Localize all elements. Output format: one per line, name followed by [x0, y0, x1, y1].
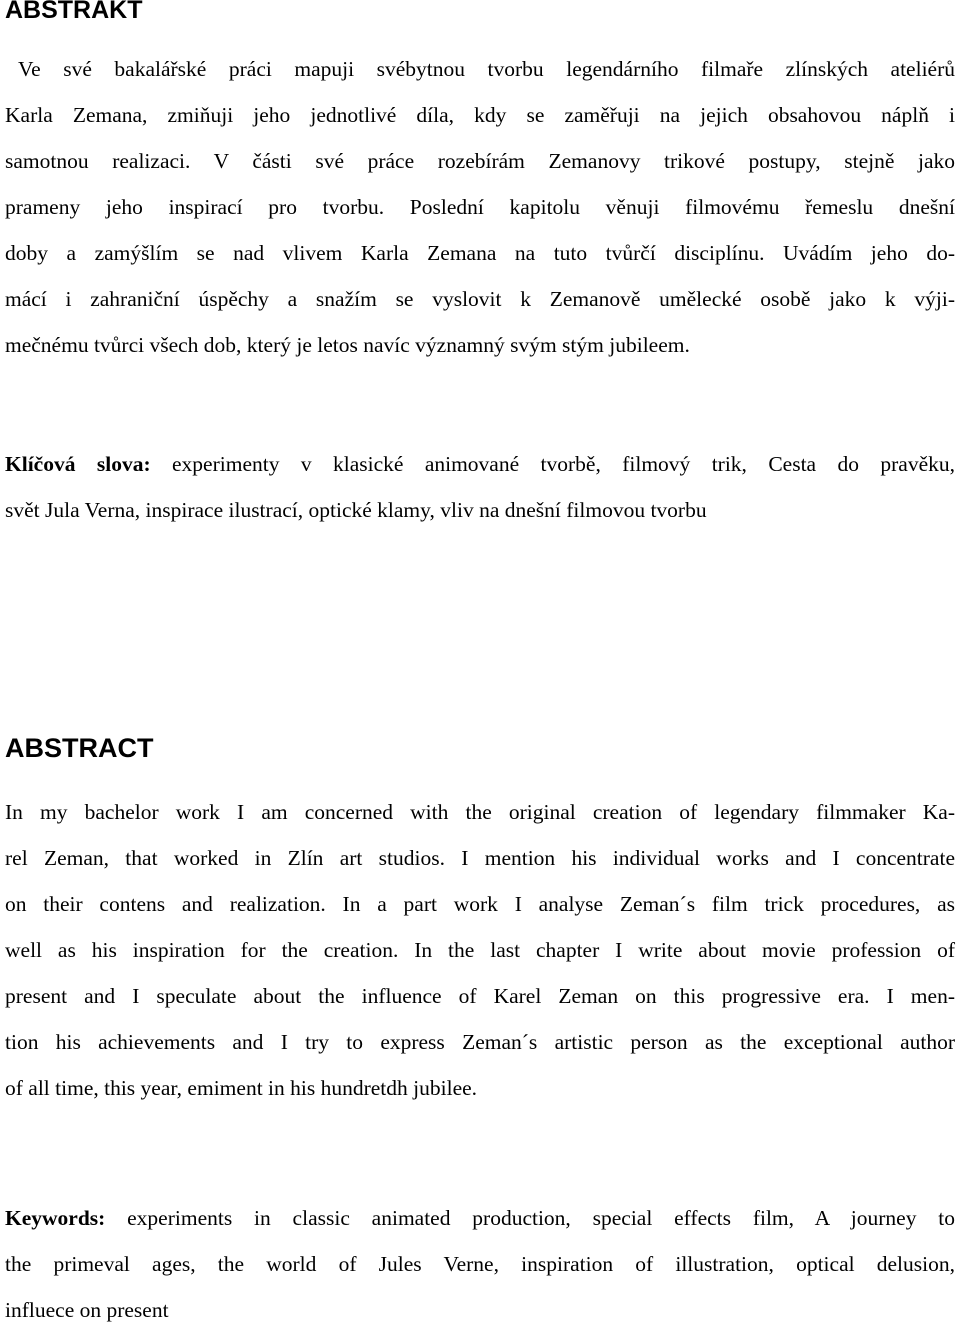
- english-keywords-text: experiments in classic animated production, special effects film, A journey to: [127, 1206, 956, 1230]
- english-abstract-heading: ABSTRACT: [5, 733, 154, 763]
- paragraph-line: present and I speculate about the influence of Karel Zeman on this progressive era. I men-: [5, 984, 955, 1008]
- paragraph-line: tion his achievements and I try to express Zeman´s artistic person as the exceptional author: [5, 1030, 955, 1054]
- paragraph-line: mácí i zahraniční úspěchy a snažím se vyslovit k Zemanově umělecké osobě jako k výji-: [5, 287, 955, 311]
- czech-abstract-heading: ABSTRAKT: [5, 0, 143, 24]
- english-abstract-paragraph: [5, 789, 955, 1111]
- paragraph-line: rel Zeman, that worked in Zlín art studios. I mention his individual works and I concentrate: [5, 846, 955, 870]
- paragraph-line: mečnému tvůrci všech dob, který je letos navíc významný svým stým jubileem.: [5, 333, 690, 357]
- paragraph-line: In my bachelor work I am concerned with the original creation of legendary filmmaker Ka-: [5, 800, 955, 824]
- czech-keywords-label: Klíčová slova:: [5, 452, 151, 476]
- paragraph-line: samotnou realizaci. V části své práce rozebírám Zemanovy trikové postupy, stejně jako: [5, 149, 955, 173]
- czech-abstract-paragraph: [5, 46, 955, 368]
- paragraph-line: of all time, this year, emiment in his hundretdh jubilee.: [5, 1076, 478, 1100]
- paragraph-line: Karla Zemana, zmiňuji jeho jednotlivé díla, kdy se zaměřuji na jejich obsahovou náplň i: [5, 103, 955, 127]
- paragraph-line: on their contens and realization. In a part work I analyse Zeman´s film trick procedures, as: [5, 892, 955, 916]
- keywords-line: svět Jula Verna, inspirace ilustrací, optické klamy, vliv na dnešní filmovou tvorbu: [5, 498, 707, 522]
- keywords-line: [5, 441, 955, 487]
- czech-keywords-paragraph: [5, 441, 955, 533]
- keywords-line: influece on present: [5, 1298, 169, 1322]
- paragraph-line: Ve své bakalářské práci mapuji svébytnou tvorbu legendárního filmaře zlínských ateliérů: [18, 57, 955, 81]
- keywords-line: [5, 1195, 955, 1241]
- paragraph-line: doby a zamýšlím se nad vlivem Karla Zemana na tuto tvůrčí disciplínu. Uvádím jeho do-: [5, 241, 955, 265]
- paragraph-line: prameny jeho inspirací pro tvorbu. Poslední kapitolu věnuji filmovému řemeslu dnešní: [5, 195, 955, 219]
- czech-keywords-text: experimenty v klasické animované tvorbě, filmový trik, Cesta do pravěku,: [172, 452, 955, 476]
- english-keywords-label: Keywords:: [5, 1206, 106, 1230]
- paragraph-line: well as his inspiration for the creation. In the last chapter I write about movie profession of: [5, 938, 955, 962]
- keywords-line: the primeval ages, the world of Jules Verne, inspiration of illustration, optical delusion,: [5, 1252, 955, 1276]
- english-keywords-paragraph: [5, 1195, 955, 1333]
